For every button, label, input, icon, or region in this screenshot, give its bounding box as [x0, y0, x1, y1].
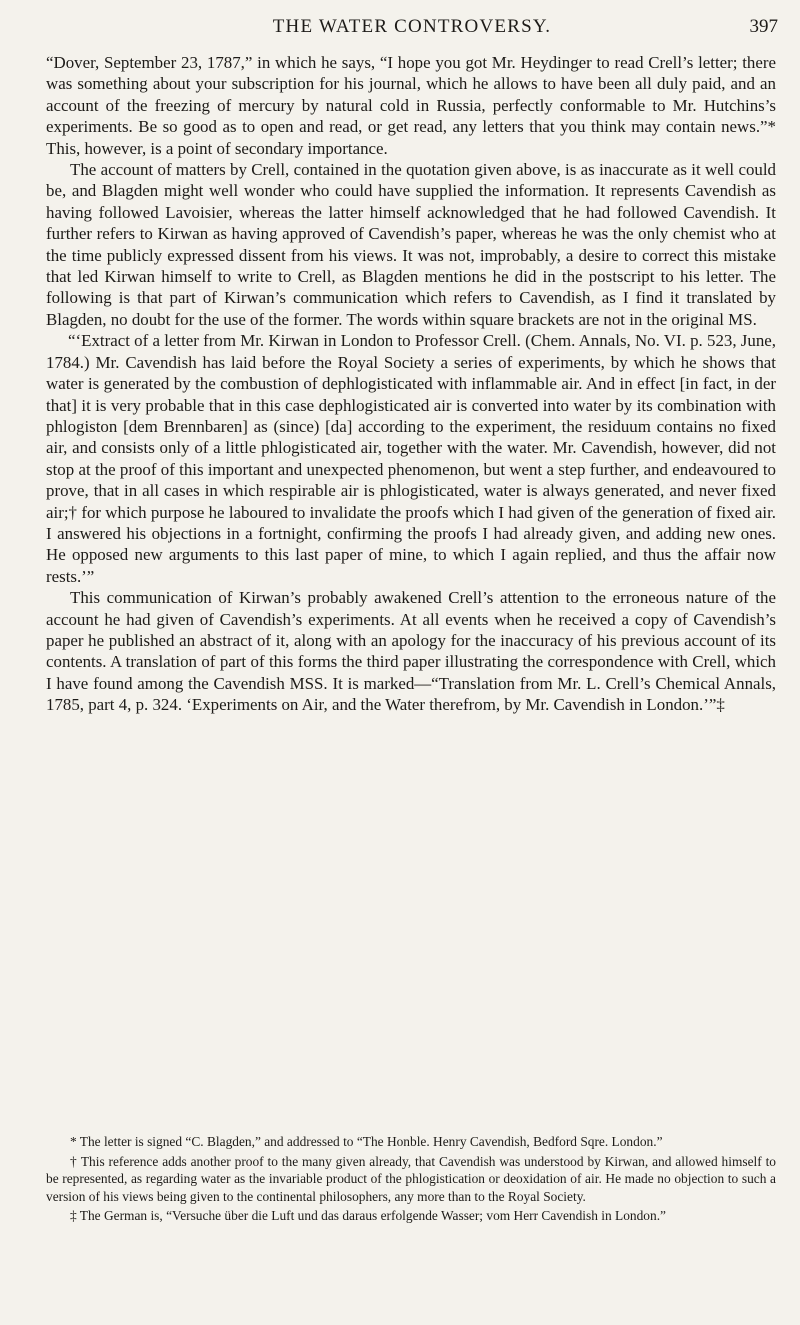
paragraph-dover-letter: “Dover, September 23, 1787,” in which he says, “I hope you got Mr. Heydinger to read Crell’s letter; there was something about your subscription for his journal, which he allows to have been all duly paid, and an account of the freezing of mercury by natural cold in Russia, perfectly conformable to Mr. Hutchins’s experiments. Be so good as to open and read, or get read, any letters that you think may contain news.”* This, however, is a point of secondary importance.	[46, 53, 776, 158]
paragraph-crell-account: The account of matters by Crell, contained in the quotation given above, is as inaccurate as it well could be, and Blagden might well wonder who could have supplied the information. It represents Cavendish as having followed Lavoisier, whereas the latter himself acknowledged that he had followed Cavendish. It further refers to Kirwan as having approved of Cavendish’s paper, whereas he was the only chemist who at the time publicly expressed dissent from his views. It was not, improbably, a desire to correct this mistake that led Kirwan himself to write to Crell, as Blagden mentions he did in the postscript to his letter. The following is that part of Kirwan’s communication which refers to Cavendish, as I find it translated by Blagden, no doubt for the use of the former. The words within square brackets are not in the original MS.	[46, 160, 776, 329]
running-title: THE WATER CONTROVERSY.	[272, 16, 552, 37]
main-text	[46, 52, 776, 716]
footnote-german-title: ‡ The German is, “Versuche über die Luft und das daraus erfolgende Wasser; vom Herr Cavendish in London.”	[70, 1208, 666, 1224]
paragraph-crell-abstract: This communication of Kirwan’s probably awakened Crell’s attention to the erroneous nature of the account he had given of Cavendish’s experiments. At all events when he received a copy of Cavendish’s paper he published an abstract of it, along with an apology for the inaccuracy of his previous account of its contents. A translation of part of this forms the third paper illustrating the correspondence with Crell, which I have found among the Cavendish MSS. It is marked—“Translation from Mr. L. Crell’s Chemical Annals, 1785, part 4, p. 324. ‘Experiments on Air, and the Water therefrom, by Mr. Cavendish in London.’”‡	[46, 588, 776, 715]
page-header	[46, 16, 778, 46]
footnote-kirwan-reference: † This reference adds another proof to the many given already, that Cavendish was understood by Kirwan, and allowed himself to be represented, as regarding water as the invariable product of the phlogistication or deoxidation of air. He made no objection to such a version of his views being given to the continental philosophers, any more than to the Royal Society.	[46, 1153, 776, 1204]
footnotes	[46, 1133, 776, 1227]
page-number: 397	[749, 16, 778, 37]
footnote-signature: * The letter is signed “C. Blagden,” and addressed to “The Honble. Henry Cavendish, Bedford Sqre. London.”	[70, 1134, 663, 1149]
paragraph-kirwan-extract: “‘Extract of a letter from Mr. Kirwan in London to Professor Crell. (Chem. Annals, No. VI. p. 523, June, 1784.) Mr. Cavendish has laid before the Royal Society a series of experiments, by which he shows that water is generated by the combustion of dephlogisticated with inflammable air. And in effect [in fact, in der that] it is very probable that in this case dephlogisticated air is converted into water by its combination with phlogiston [dem Brennbaren] as (since) [da] according to the experiment, the residuum contains no fixed air, and consists only of a little phlogisticated air, together with the water. Mr. Cavendish, however, did not stop at the proof of this important and unexpected phenomenon, but went a step further, and endeavoured to prove, that in all cases in which respirable air is phlogisticated, water is always generated, and never fixed air;† for which purpose he laboured to invalidate the proofs which I had given of the generation of fixed air. I answered his objections in a fortnight, confirming the proofs I had already given, and adding new ones. He opposed new arguments to this last paper of mine, to which I again replied, and thus the affair now rests.’”	[46, 331, 776, 586]
